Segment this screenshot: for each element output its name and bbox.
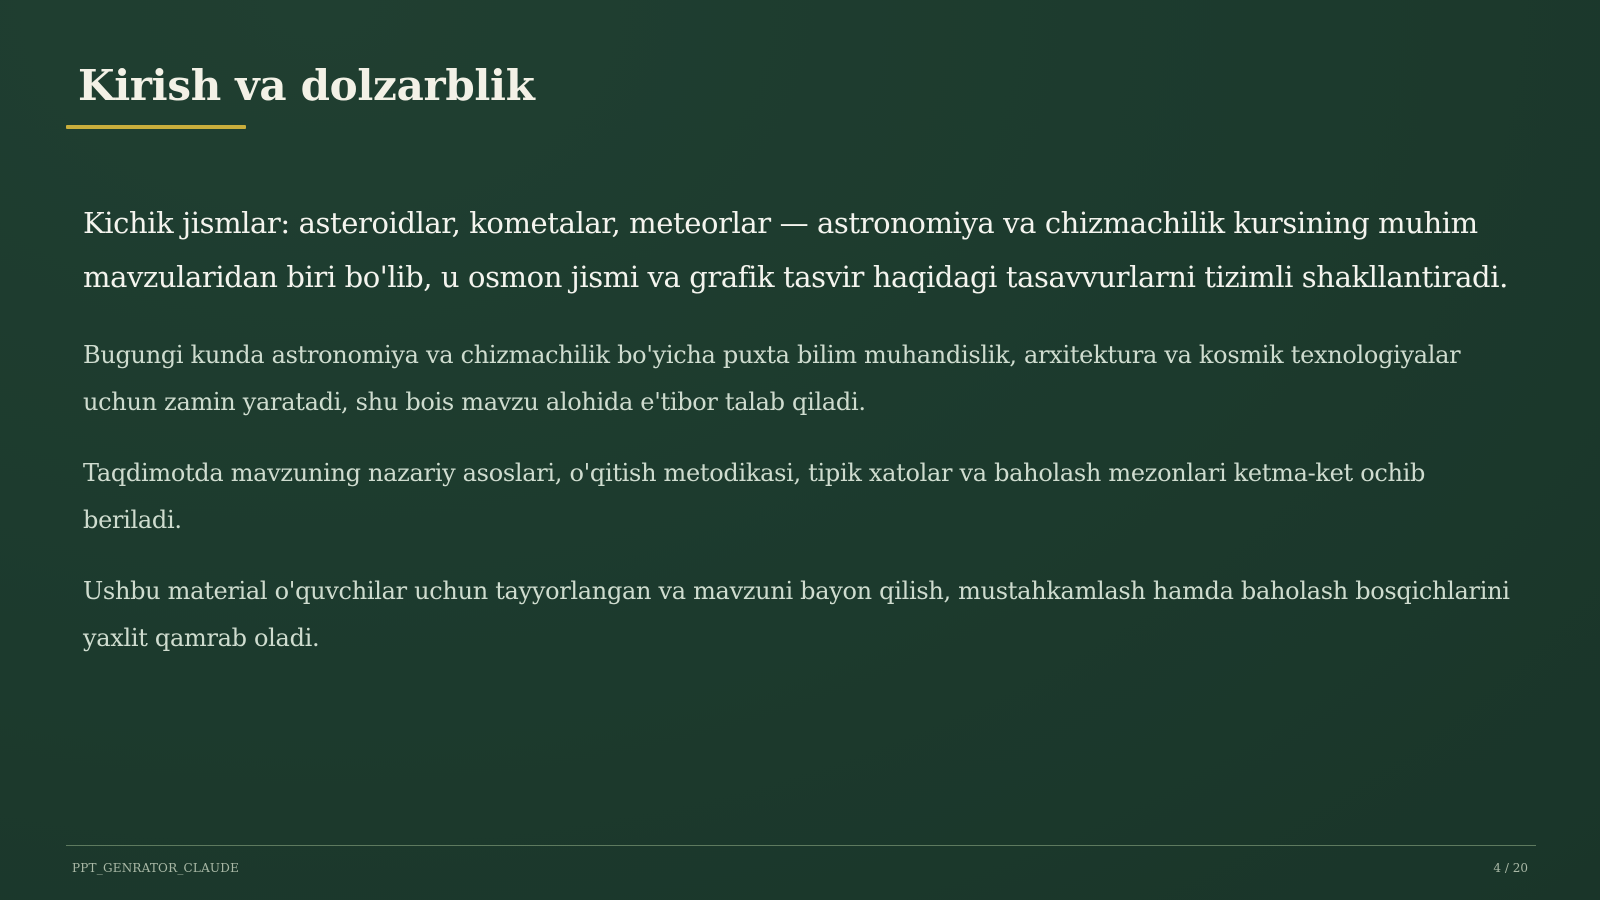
slide-content bbox=[83, 196, 1523, 686]
body-paragraph-2: Taqdimotda mavzuning nazariy asoslari, o'qitish metodikasi, tipik xatolar va baholash mezonlari ketma-ket ochib beriladi. bbox=[83, 459, 1426, 534]
page-number: 4 / 20 bbox=[1493, 861, 1528, 875]
body-paragraph-1: Bugungi kunda astronomiya va chizmachilik bo'yicha puxta bilim muhandislik, arxitektura va kosmik texnologiyalar uchun zamin yaratadi, shu bois mavzu alohida e'tibor talab qiladi. bbox=[83, 341, 1461, 416]
lead-paragraph: Kichik jismlar: asteroidlar, kometalar, meteorlar — astronomiya va chizmachilik kursining muhim mavzularidan biri bo'lib, u osmon jismi va grafik tasvir haqidagi tasavvurlarni tizimli shakllantiradi. bbox=[83, 206, 1508, 294]
title-underline bbox=[66, 125, 246, 129]
body-paragraph-3: Ushbu material o'quvchilar uchun tayyorlangan va mavzuni bayon qilish, mustahkamlash hamda baholash bosqichlarini yaxlit qamrab oladi. bbox=[83, 577, 1510, 652]
footer-divider bbox=[66, 845, 1536, 846]
slide-title: Kirish va dolzarblik bbox=[78, 61, 535, 110]
footer-brand: PPT_GENRATOR_CLAUDE bbox=[72, 861, 240, 875]
